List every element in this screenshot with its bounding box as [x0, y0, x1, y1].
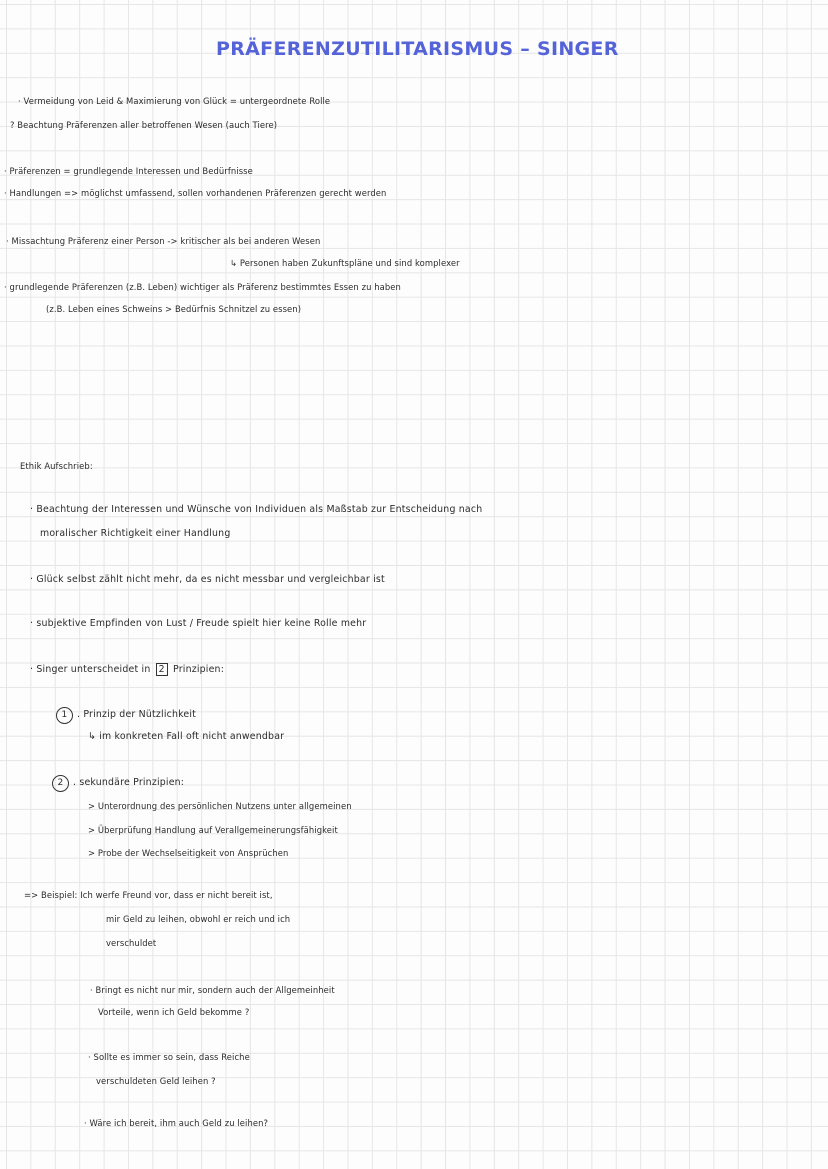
note-line [30, 663, 224, 676]
note-line: mir Geld zu leihen, obwohl er reich und ich [106, 914, 291, 924]
note-line: · Missachtung Präferenz einer Person -> kritischer als bei anderen Wesen [6, 236, 321, 246]
note-line: · Präferenzen = grundlegende Interessen und Bedürfnisse [4, 166, 253, 176]
note-line: · Glück selbst zählt nicht mehr, da es nicht messbar und vergleichbar ist [30, 574, 385, 585]
note-line: ↳ Personen haben Zukunftspläne und sind komplexer [230, 258, 460, 268]
note-text: Prinzipien: [173, 664, 225, 675]
boxed-number: 2 [156, 663, 168, 676]
note-line: verschuldeten Geld leihen ? [96, 1076, 216, 1086]
note-line: · Handlungen => möglichst umfassend, sollen vorhandenen Präferenzen gerecht werden [4, 188, 387, 198]
note-text: . sekundäre Prinzipien: [73, 777, 185, 788]
note-line: · Bringt es nicht nur mir, sondern auch der Allgemeinheit [90, 985, 335, 995]
note-line: · Vermeidung von Leid & Maximierung von Glück = untergeordnete Rolle [18, 96, 331, 106]
note-line: moralischer Richtigkeit einer Handlung [40, 528, 231, 539]
circled-number: 2 [52, 775, 69, 792]
note-line: Vorteile, wenn ich Geld bekomme ? [98, 1007, 250, 1017]
note-line: · grundlegende Präferenzen (z.B. Leben) wichtiger als Präferenz bestimmtes Essen zu haben [4, 282, 401, 292]
note-line: verschuldet [106, 938, 157, 948]
note-line: > Probe der Wechselseitigkeit von Ansprüchen [88, 848, 289, 858]
note-text: . Prinzip der Nützlichkeit [77, 709, 197, 720]
note-line: => Beispiel: Ich werfe Freund vor, dass er nicht bereit ist, [24, 890, 273, 900]
note-line: · Wäre ich bereit, ihm auch Geld zu leihen? [84, 1118, 269, 1128]
note-line: · Beachtung der Interessen und Wünsche von Individuen als Maßstab zur Entscheidung nach [30, 504, 483, 515]
note-line: (z.B. Leben eines Schweins > Bedürfnis Schnitzel zu essen) [46, 304, 302, 314]
note-line [56, 707, 196, 724]
note-line: · Sollte es immer so sein, dass Reiche [88, 1052, 250, 1062]
note-line: · subjektive Empfinden von Lust / Freude spielt hier keine Rolle mehr [30, 618, 367, 629]
note-line: > Überprüfung Handlung auf Verallgemeinerungsfähigkeit [88, 825, 338, 835]
note-line: ? Beachtung Präferenzen aller betroffenen Wesen (auch Tiere) [10, 120, 278, 130]
note-text: · Singer unterscheidet in [30, 664, 151, 675]
note-line: ↳ im konkreten Fall oft nicht anwendbar [88, 731, 285, 742]
note-line: > Unterordnung des persönlichen Nutzens unter allgemeinen [88, 801, 352, 811]
section-heading: Ethik Aufschrieb: [20, 461, 93, 471]
circled-number: 1 [56, 707, 73, 724]
note-line [52, 775, 184, 792]
page-title: PRÄFERENZUTILITARISMUS – SINGER [216, 38, 619, 60]
